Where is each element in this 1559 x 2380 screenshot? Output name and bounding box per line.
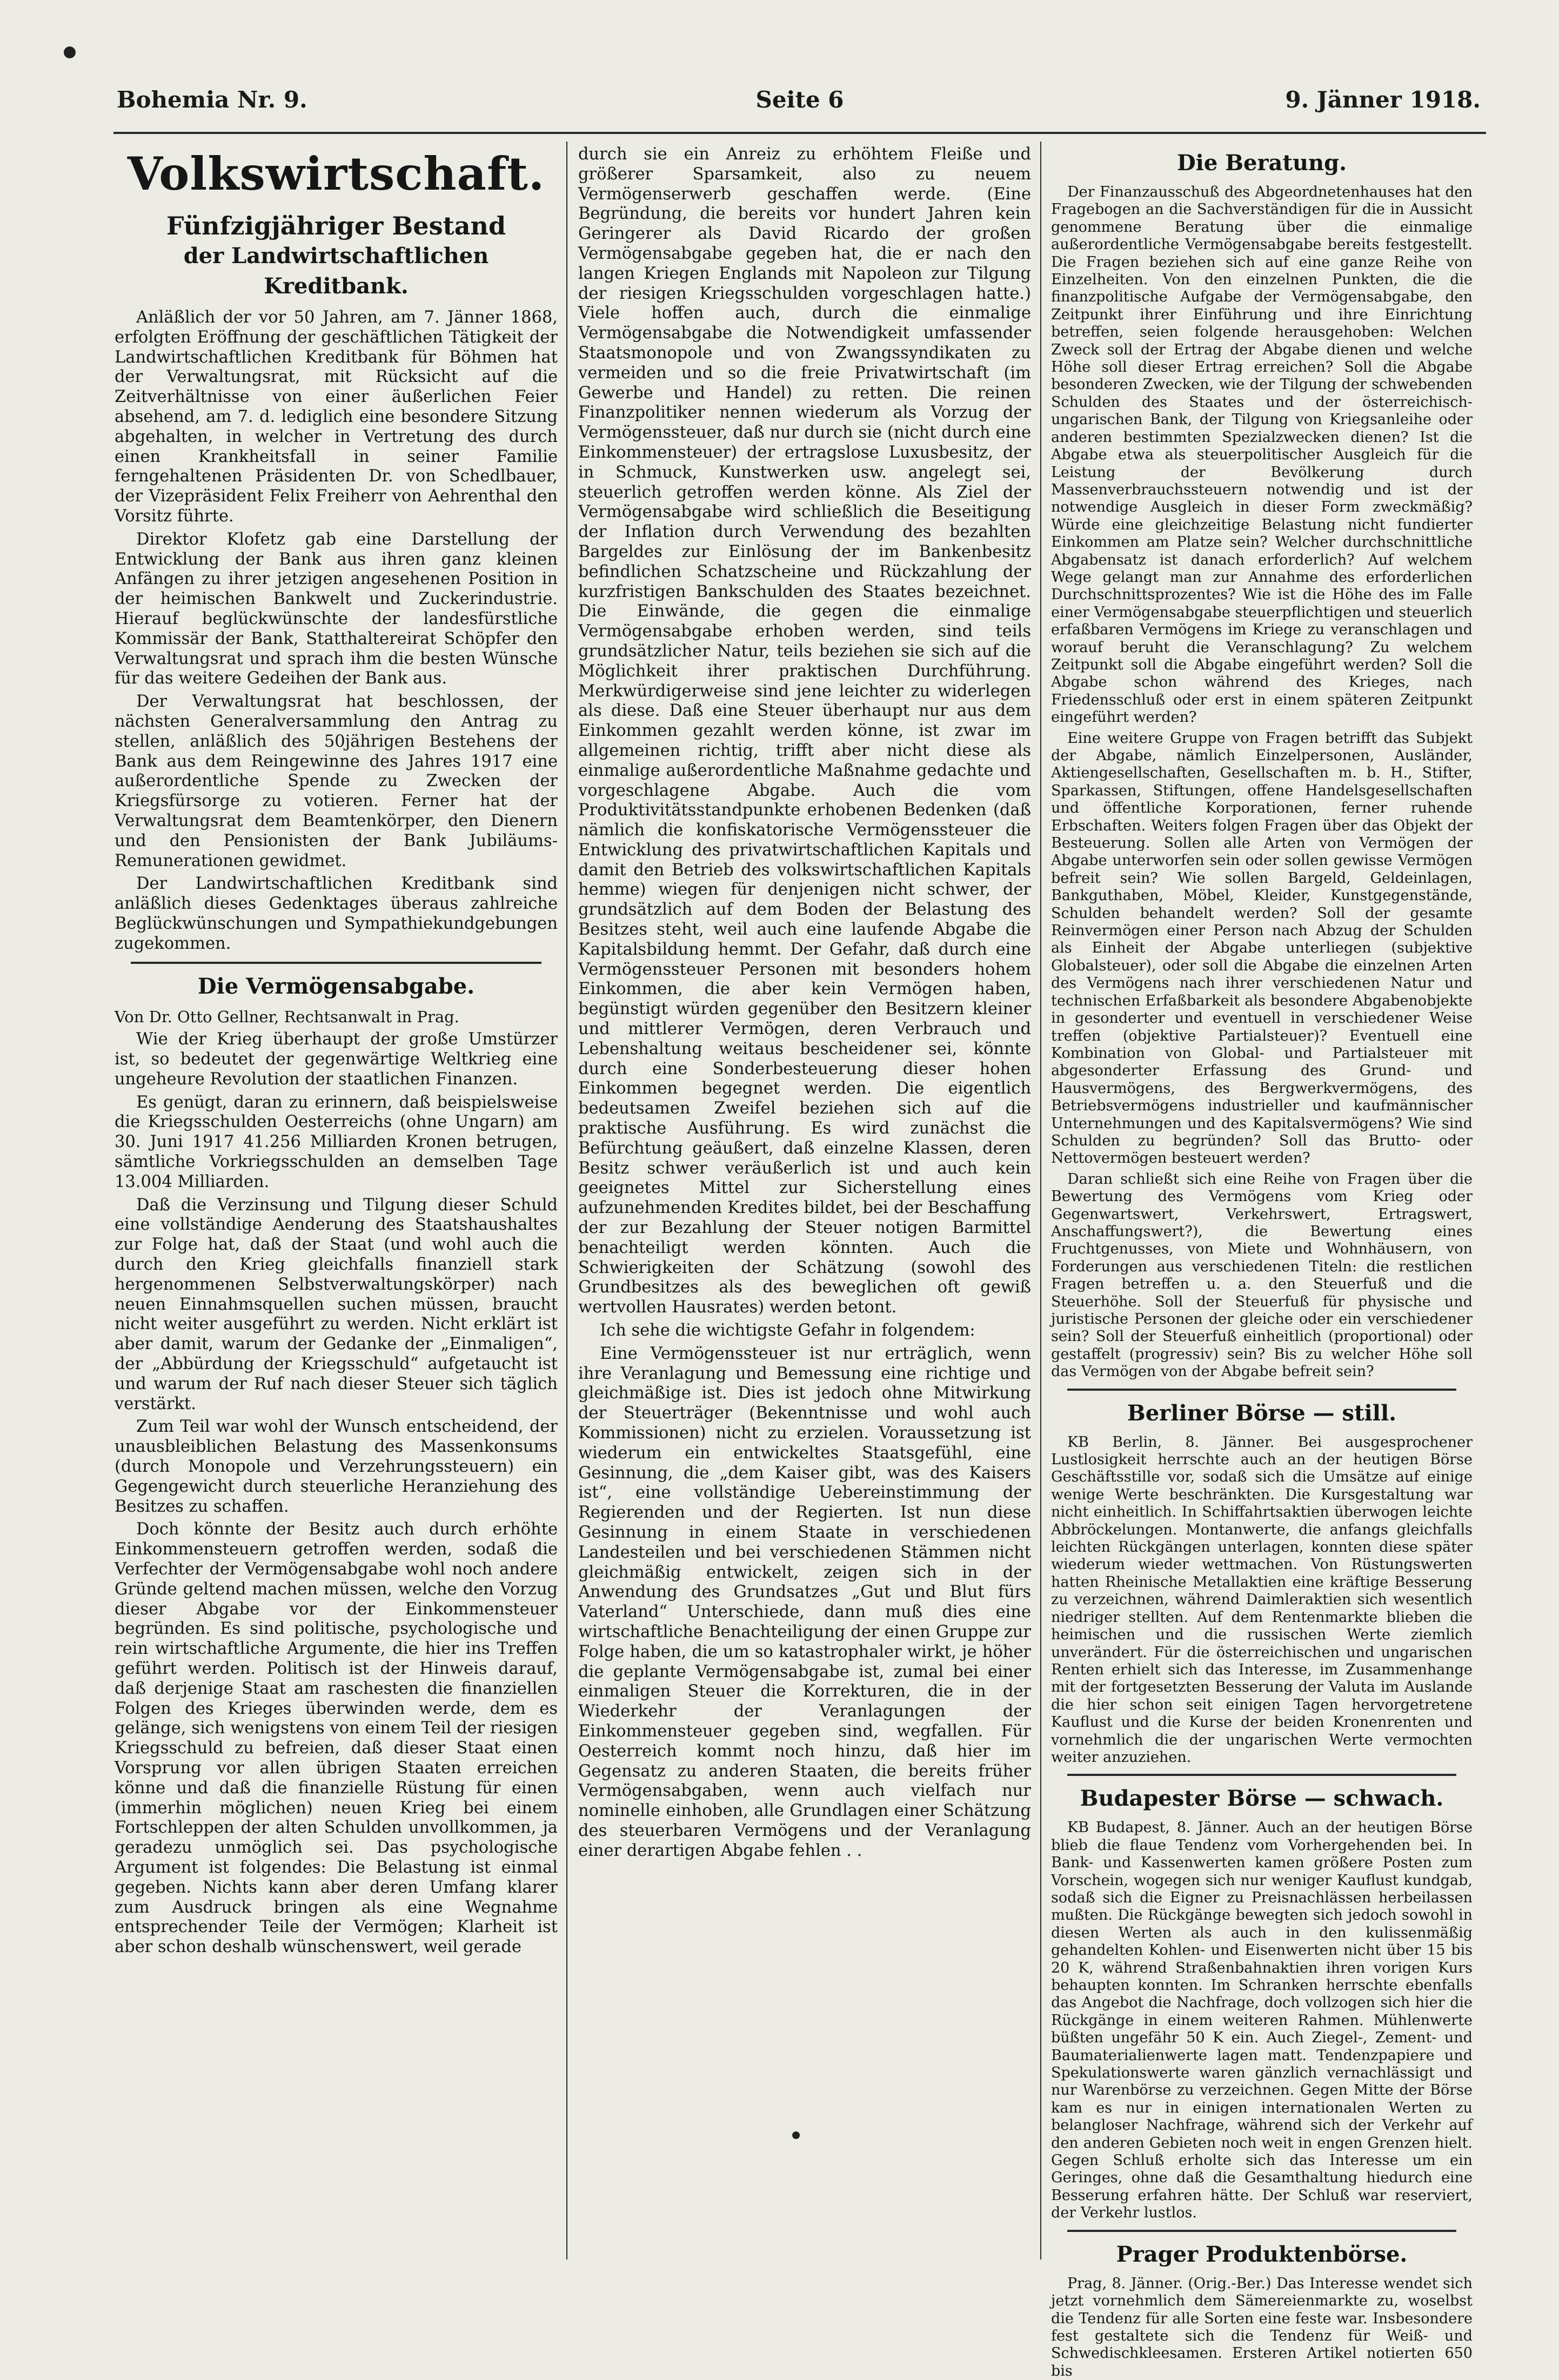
column-rule-2: [1040, 142, 1041, 2260]
article-separator: [1067, 1774, 1456, 1776]
paragraph: Eine weitere Gruppe von Fragen betrifft das Subjekt der Abgabe, nämlich Einzelpersonen, Ausländer, Aktiengesellschaften, Gesellschaften m. b. H., Stifter, Sparkassen, Stiftungen, offene Handelsgesellschaften und öffentliche Korporationen, ferner ruhende Erbschaften. Weiters folgen Fragen über das Objekt der Besteuerung. Sollen alle Arten von Vermögen der Abgabe unterworfen sein oder sollen gewisse Vermögen befreit sein? Wie sollen Bargeld, Geldeinlagen, Bankguthaben, Möbel, Kleider, Kunstgegenstände, Schulden behandelt werden? Soll der gesamte Reinvermögen einer Person nach Abzug der Schulden als Einheit der Abgabe unterliegen (subjektive Globalsteuer), oder soll die Abgabe die einzelnen Arten des Vermögens nach ihrer verschiedenen Natur und technischen Erfaßbarkeit als besondere Abgabenobjekte in gesonderter und eventuell in verschiedener Weise treffen (objektive Partialsteuer)? Eventuell eine Kombination von Global- und Partialsteuer mit abgesonderter Erfassung des Grund- und Hausvermögens, des Bergwerkvermögens, des Betriebsvermögens industrieller und kaufmännischer Unternehmungen und des Kapitalsvermögens? Wie sind Schulden zu begründen? Soll das Brutto- oder Nettovermögen besteuert werden?: [1051, 729, 1473, 1167]
paragraph: KB Berlin, 8. Jänner. Bei ausgesprochener Lustlosigkeit herrschte auch an der heutigen Börse Geschäftsstille vor, sodaß sich die Umsätze auf einige wenige Werte beschränkten. Die Kursgestaltung war nicht einheitlich. In Schiffahrtsaktien überwogen leichte Abbröckelungen. Montanwerte, die anfangs gleichfalls leichten Rückgängen unterlagen, konnten diese später wiederum wieder wettmachen. Von Rüstungswerten hatten Rheinische Metallaktien eine kräftige Besserung zu verzeichnen, während Daimleraktien sich wesentlich niedriger stellten. Auf dem Rentenmarkte blieben die heimischen und die russischen Werte ziemlich unverändert. Für die österreichischen und ungarischen Renten erhielt sich das Interesse, im Zusammenhange mit der fortgesetzten Besserung der Valuta im Auslande die hier schon seit einigen Tagen hervorgetretene Kauflust und die Kurse der beiden Kronenrenten und vornehmlich die der ungarischen Werte vermochten weiter anzuziehen.: [1051, 1433, 1473, 1766]
paragraph: Es genügt, daran zu erinnern, daß beispielsweise die Kriegsschulden Oesterreichs (ohne Ungarn) am 30. Juni 1917 41.256 Milliarden Kronen betrugen, sämtliche Vorkriegsschulden an demselben Tage 13.004 Milliarden.: [115, 1092, 558, 1191]
article-separator: [1067, 1389, 1456, 1391]
article-title-beratung: Die Beratung.: [1176, 150, 1347, 176]
paragraph: Wie der Krieg überhaupt der große Umstürzer ist, so bedeutet der gegenwärtige Weltkrieg eine ungeheure Revolution der staatlichen Finanzen.: [115, 1030, 558, 1089]
paragraph: Zum Teil war wohl der Wunsch entscheidend, der unausbleiblichen Belastung des Massenkonsums (durch Monopole und Verzehrungssteuern) ein Gegengewicht durch steuerliche Heranziehung des Besitzes zu schaffen.: [115, 1417, 558, 1516]
masthead-paper: Bohemia Nr. 9.: [117, 86, 307, 113]
article-title-line: Fünfzigjähriger Bestand: [166, 211, 506, 240]
article-title-prager-produktenboerse: Prager Produktenbörse.: [1116, 2241, 1408, 2267]
article-title-budapester-boerse: Budapester Börse — schwach.: [1080, 1786, 1444, 1812]
masthead-date: 9. Jänner 1918.: [1285, 86, 1481, 113]
paragraph: Ich sehe die wichtigste Gefahr in folgendem:: [600, 1321, 975, 1340]
paragraph: Direktor Klofetz gab eine Darstellung der Entwicklung der Bank aus ihren ganz kleinen Anfängen zu ihrer jetzigen angesehenen Position in der heimischen Bankwelt und Zuckerindustrie. Hierauf beglückwünschte der landesfürstliche Kommissär der Bank, Statthaltereirat Schöpfer den Verwaltungsrat und sprach ihm die besten Wünsche für das weitere Gedeihen der Bank aus.: [115, 529, 558, 688]
article-title-berliner-boerse: Berliner Börse — still.: [1127, 1400, 1397, 1426]
paragraph: Daß die Verzinsung und Tilgung dieser Schuld eine vollständige Aenderung des Staatshaushaltes zur Folge hat, daß der Staat (und wohl auch die durch den Krieg gleichfalls finanziell stark hergenommenen Selbstverwaltungskörper) nach neuen Einnahmsquellen suchen müssen, braucht nicht weiter ausgeführt zu werden. Nicht erklärt ist aber damit, warum der Gedanke der „Einmaligen“, der „Abbürdung der Kriegsschuld“ aufgetaucht ist und warum der Ruf nach dieser Steuer sich täglich verstärkt.: [115, 1195, 558, 1413]
byline: Von Dr. Otto Gellner, Rechtsanwalt in Prag.: [115, 1007, 459, 1026]
paragraph: Daran schließt sich eine Reihe von Fragen über die Bewertung des Vermögens vom Krieg oder Gegenwartswert, Verkehrswert, Ertragswert, Anschaffungswert?), die Bewertung eines Fruchtgenusses, von Miete und Wohnhäusern, von Forderungen aus verschiedenen Titeln: die restlichen Fragen betreffen u. a. den Steuerfuß und die Steuerhöhe. Soll der Steuerfuß für physische und juristische Personen der gleiche oder ein verschiedener sein? Soll der Steuerfuß einheitlich (proportional) oder gestaffelt (progressiv) sein? Bis zu welcher Höhe soll das Vermögen von der Abgabe befreit sein?: [1051, 1170, 1473, 1380]
column-1: [115, 145, 558, 2285]
masthead-page: Seite 6: [755, 86, 844, 113]
paragraph: durch sie ein Anreiz zu erhöhtem Fleiße und größerer Sparsamkeit, also zu neuem Vermögenserwerb geschaffen werde. (Eine Begründung, die bereits vor hundert Jahren kein Geringerer als David Ricardo der großen Vermögensabgabe gegeben hat, die er nach den langen Kriegen Englands mit Napoleon zur Tilgung der riesigen Kriegsschulden vorgeschlagen hatte.) Viele hoffen auch, durch die einmalige Vermögensabgabe die Notwendigkeit umfassender Staatsmonopole und von Zwangssyndikaten zu vermeiden und so die freie Privatwirtschaft (im Gewerbe und Handel) zu retten. Die reinen Finanzpolitiker nennen wiederum als Vorzug der Vermögenssteuer, daß nur durch sie (nicht durch eine Einkommensteuer) der ertragslose Luxusbesitz, der in Schmuck, Kunstwerken usw. angelegt sei, steuerlich getroffen werden könne. Als Ziel der Vermögensabgabe wird schließlich die Beseitigung der Inflation durch Verwendung des bezahlten Bargeldes zur Einlösung der im Bankenbesitz befindlichen Schatzscheine und Rückzahlung der kurzfristigen Bankschulden des Staates bezeichnet. Die Einwände, die gegen die einmalige Vermögensabgabe erhoben werden, sind teils grundsätzlicher Natur, teils beziehen sie sich auf die Möglichkeit ihrer praktischen Durchführung. Merkwürdigerweise sind jene leichter zu widerlegen als diese. Daß eine Steuer überhaupt nur aus dem Einkommen gezahlt werden könne, ist zwar im allgemeinen richtig, trifft aber nicht diese als einmalige außerordentliche Maßnahme gedachte und vorgeschlagene Abgabe. Auch die vom Produktivitätsstandpunkte erhobenen Bedenken (daß nämlich die konfiskatorische Vermögenssteuer die Entwicklung des privatwirtschaftlichen Kapitals und damit den Betrieb des volkswirtschaftlichen Kapitals hemme) wiegen für denjenigen nicht schwer, der grundsätzlich auf dem Boden der Belastung des Besitzes steht, weil auch eine laufende Abgabe die Kapitalsbildung hemmt. Der Gefahr, daß durch eine Vermögenssteuer Personen mit besonders hohem Einkommen, die aber kein Vermögen haben, begünstigt würden gegenüber den Besitzern kleiner und mittlerer Vermögen, deren Verbrauch und Lebenshaltung weitaus bescheidener sei, könnte durch eine Sonderbesteuerung dieser hohen Einkommen begegnet werden. Die eigentlich bedeutsamen Zweifel beziehen sich auf die praktische Ausführung. Es wird zunächst die Befürchtung geäußert, daß einzelne Klassen, deren Besitz schwer veräußerlich ist und auch kein geeignetes Mittel zur Sicherstellung eines aufzunehmenden Kredites bildet, bei der Beschaffung der zur Bezahlung der Steuer notigen Barmittel benachteiligt werden könnten. Auch die Schwierigkeiten der Schätzung (sowohl des Grundbesitzes als des beweglichen oft gewiß wertvollen Hausrates) werden betont.: [578, 145, 1031, 1317]
ink-mark: [64, 46, 76, 58]
column-2: [578, 145, 1031, 2285]
paragraph: Doch könnte der Besitz auch durch erhöhte Einkommensteuern getroffen werden, sodaß die Verfechter der Vermögensabgabe wohl noch andere Gründe geltend machen müssen, welche den Vorzug dieser Abgabe vor der Einkommensteuer begründen. Es sind politische, psychologische und rein wirtschaftliche Argumente, die hier ins Treffen geführt werden. Politisch ist der Hinweis darauf, daß derjenige Staat am raschesten die finanziellen Folgen des Krieges überwinden werde, dem es gelänge, sich wenigstens von einem Teil der riesigen Kriegsschuld zu befreien, daß dieser Staat einen Vorsprung vor allen übrigen Staaten erreichen könne und daß die finanzielle Rüstung für einen (immerhin möglichen) neuen Krieg bei einem Fortschleppen der alten Schulden unvollkommen, ja geradezu unmöglich sei. Das psychologische Argument ist folgendes: Die Belastung ist einmal gegeben. Nichts kann aber deren Umfang klarer zum Ausdruck bringen als eine Wegnahme entsprechender Teile der Vermögen; Klarheit ist aber schon deshalb wünschenswert, weil gerade: [115, 1520, 558, 1957]
article-title-kreditbank: [115, 211, 558, 301]
paragraph: Prag, 8. Jänner. (Orig.-Ber.) Das Interesse wendet sich jetzt vornehmlich dem Sämereienmarkte zu, woselbst die Tendenz für alle Sorten eine feste war. Insbesondere fest gestaltete sich die Tendenz für Weiß- und Schwedischkleesamen. Ersteren Artikel notierten 650 bis: [1051, 2275, 1473, 2379]
paragraph: Eine Vermögenssteuer ist nur erträglich, wenn ihre Veranlagung und Bemessung eine richtige und gleichmäßige ist. Dies ist jedoch ohne Mitwirkung der Steuerträger (Bekenntnisse und wohl auch Kommissionen) nicht zu erzielen. Voraussetzung ist wiederum ein entwickeltes Staatsgefühl, eine Gesinnung, die „dem Kaiser gibt, was des Kaisers ist“, eine vollständige Uebereinstimmung der Regierenden und der Regierten. Ist nun diese Gesinnung in einem Staate in verschiedenen Landesteilen und bei verschiedenen Stämmen nicht gleichmäßig entwickelt, zeigen sich in der Anwendung des Grundsatzes „Gut und Blut fürs Vaterland“ Unterschiede, dann muß dies eine wirtschaftliche Benachteiligung der einen Gruppe zur Folge haben, die um so katastrophaler wirkt, je höher die geplante Vermögensabgabe ist, zumal bei einer einmaligen Steuer die Korrekturen, die in der Wiederkehr der Veranlagungen der Einkommensteuer gegeben sind, wegfallen. Für Oesterreich kommt noch hinzu, daß hier im Gegensatz zu anderen Staaten, die bereits früher Vermögensabgaben, wenn auch vielfach nur nominelle einhoben, alle Grundlagen einer Schätzung des steuerbaren Vermögens und der Veranlagung einer derartigen Abgabe fehlen . .: [578, 1344, 1031, 1860]
paragraph: KB Budapest, 8. Jänner. Auch an der heutigen Börse blieb die flaue Tendenz vom Vorhergehenden bei. In Bank- und Kassenwerten kamen größere Posten zum Vorschein, wogegen sich nur weniger Kauflust kundgab, sodaß sich die Eigner zu Preisnachlässen herbeilassen mußten. Die Rückgänge bewegten sich jedoch sowohl in diesen Werten als auch in den kulissenmäßig gehandelten Kohlen- und Eisenwerten nicht über 15 bis 20 K, während Straßenbahnaktien ihren vorigen Kurs behaupten konnten. Im Schranken herrschte ebenfalls das Angebot die Nachfrage, doch vollzogen sich hier die Rückgänge in einem weiteren Rahmen. Mühlenwerte büßten ungefähr 50 K ein. Auch Ziegel-, Zement- und Baumaterialienwerte lagen matt. Tendenzpapiere und Spekulationswerte waren gänzlich vernachlässigt und nur Warenbörse zu verzeichnen. Gegen Mitte der Börse kam es nur in einigen internationalen Werten zu belangloser Nachfrage, während sich der Verkehr auf den anderen Gebieten noch weit in engen Grenzen hielt. Gegen Schluß erholte sich das Interesse um ein Geringes, ohne daß die Gesamthaltung hiedurch eine Besserung erfahren hätte. Der Schluß war reserviert, der Verkehr lustlos.: [1051, 1819, 1473, 2222]
masthead-rule: [113, 132, 1486, 134]
article-separator: [131, 962, 541, 964]
paragraph: Der Verwaltungsrat hat beschlossen, der nächsten Generalversammlung den Antrag zu stellen, anläßlich des 50jährigen Bestehens der Bank aus dem Reingewinne des Jahres 1917 eine außerordentliche Spende zu Zwecken der Kriegsfürsorge zu votieren. Ferner hat der Verwaltungsrat dem Beamtenkörper, den Dienern und den Pensionisten der Bank Jubiläums-Remunerationen gewidmet.: [115, 692, 558, 870]
column-3: [1051, 145, 1473, 2379]
column-rule-1: [566, 142, 567, 2260]
paragraph: Der Landwirtschaftlichen Kreditbank sind anläßlich dieses Gedenktages überaus zahlreiche Beglückwünschungen und Sympathiekundgebungen zugekommen.: [115, 874, 558, 953]
article-separator: [1067, 2230, 1456, 2232]
article-title-vermoegensabgabe: Die Vermögensabgabe.: [197, 973, 475, 999]
section-title: Volkswirtschaft.: [127, 147, 545, 200]
paragraph: Der Finanzausschuß des Abgeordnetenhauses hat den Fragebogen an die Sachverständigen für die in Aussicht genommene Beratung über die einmalige außerordentliche Vermögensabgabe bereits festgestellt. Die Fragen beziehen sich auf eine ganze Reihe von Einzelheiten. Von den einzelnen Punkten, die die finanzpolitische Aufgabe der Vermögensabgabe, den Zeitpunkt ihrer Einführung und ihre Einrichtung betreffen, seien folgende herausgehoben: Welchen Zweck soll der Ertrag der Abgabe dienen und welche Höhe soll dieser Ertrag erreichen? Soll die Abgabe besonderen Zwecken, wie der Tilgung der schwebenden Schulden des Staates und der österreichisch-ungarischen Bank, der Tilgung von Kriegsanleihe oder anderen bestimmten Spezialzwecken dienen? Ist die Abgabe etwa als steuerpolitischer Ausgleich für die Leistung der Bevölkerung durch Massenverbrauchssteuern notwendig und ist der notwendige Ausgleich in dieser Form zweckmäßig? Würde eine gleichzeitige Belastung nicht fundierter Einkommen am Platze sein? Welcher durchschnittliche Abgabensatz ist danach erforderlich? Auf welchem Wege gelangt man zur Annahme des erforderlichen Durchschnittsprozentes? Wie ist die Höhe des im Falle einer Vermögensabgabe steuerpflichtigen und steuerlich erfaßbaren Vermögens im Kriege zu veranschlagen und worauf beruht die Veranschlagung? Zu welchem Zeitpunkt soll die Abgabe eingeführt werden? Soll die Abgabe schon während des Krieges, nach Friedensschluß oder erst in einem späteren Zeitpunkt eingeführt werden?: [1051, 184, 1473, 726]
paragraph: Anläßlich der vor 50 Jahren, am 7. Jänner 1868, erfolgten Eröffnung der geschäftlichen Tätigkeit der Landwirtschaftlichen Kreditbank für Böhmen hat der Verwaltungsrat, mit Rücksicht auf die Zeitverhältnisse von einer äußerlichen Feier absehend, am 7. d. lediglich eine besondere Sitzung abgehalten, in welcher in Vertretung des durch einen Krankheitsfall in seiner Familie ferngehaltenen Präsidenten Dr. von Schedlbauer, der Vizepräsident Felix Freiherr von Aehrenthal den Vorsitz führte.: [115, 308, 558, 526]
article-subtitle-line: der Landwirtschaftlichen Kreditbank.: [183, 243, 489, 299]
